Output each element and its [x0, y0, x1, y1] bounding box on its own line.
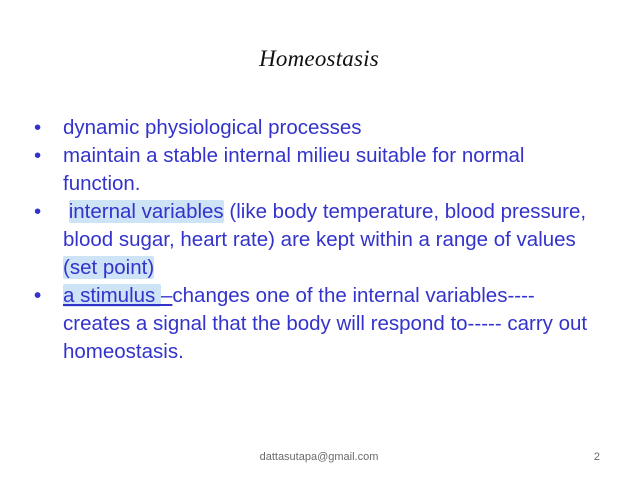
bullet-list: [34, 114, 604, 366]
bullet-marker: •: [34, 284, 42, 307]
bullet-item: [34, 142, 604, 198]
page-number: 2: [593, 451, 600, 463]
bullet-marker: •: [34, 200, 42, 223]
highlighted-term-a-stimulus: a stimulus: [63, 284, 161, 307]
bullet-item: [34, 114, 604, 142]
slide-title: Homeostasis: [259, 46, 379, 71]
highlighted-term-set-point: (set point): [63, 256, 155, 279]
bullet-text: changes one of the internal variables---- creates a signal that the body will respond to----- carry out homeostasis.: [63, 284, 588, 363]
bullet-item: [34, 282, 604, 366]
bullet-text: maintain a stable internal milieu suitable for normal function.: [63, 144, 525, 195]
bullet-marker: •: [34, 116, 42, 139]
bullet-text: (like body temperature, blood pressure, blood sugar, heart rate) are kept within a range of values: [63, 200, 587, 251]
bullet-marker: •: [34, 144, 42, 167]
bullet-text: dynamic physiological processes: [63, 116, 362, 139]
footer-email: dattasutapa@gmail.com: [259, 451, 379, 463]
highlighted-term-internal-variables: internal variables: [68, 200, 224, 223]
bullet-item: [34, 198, 604, 282]
bullet-dash: –: [160, 284, 173, 307]
bullet-text-lead: [63, 200, 69, 223]
